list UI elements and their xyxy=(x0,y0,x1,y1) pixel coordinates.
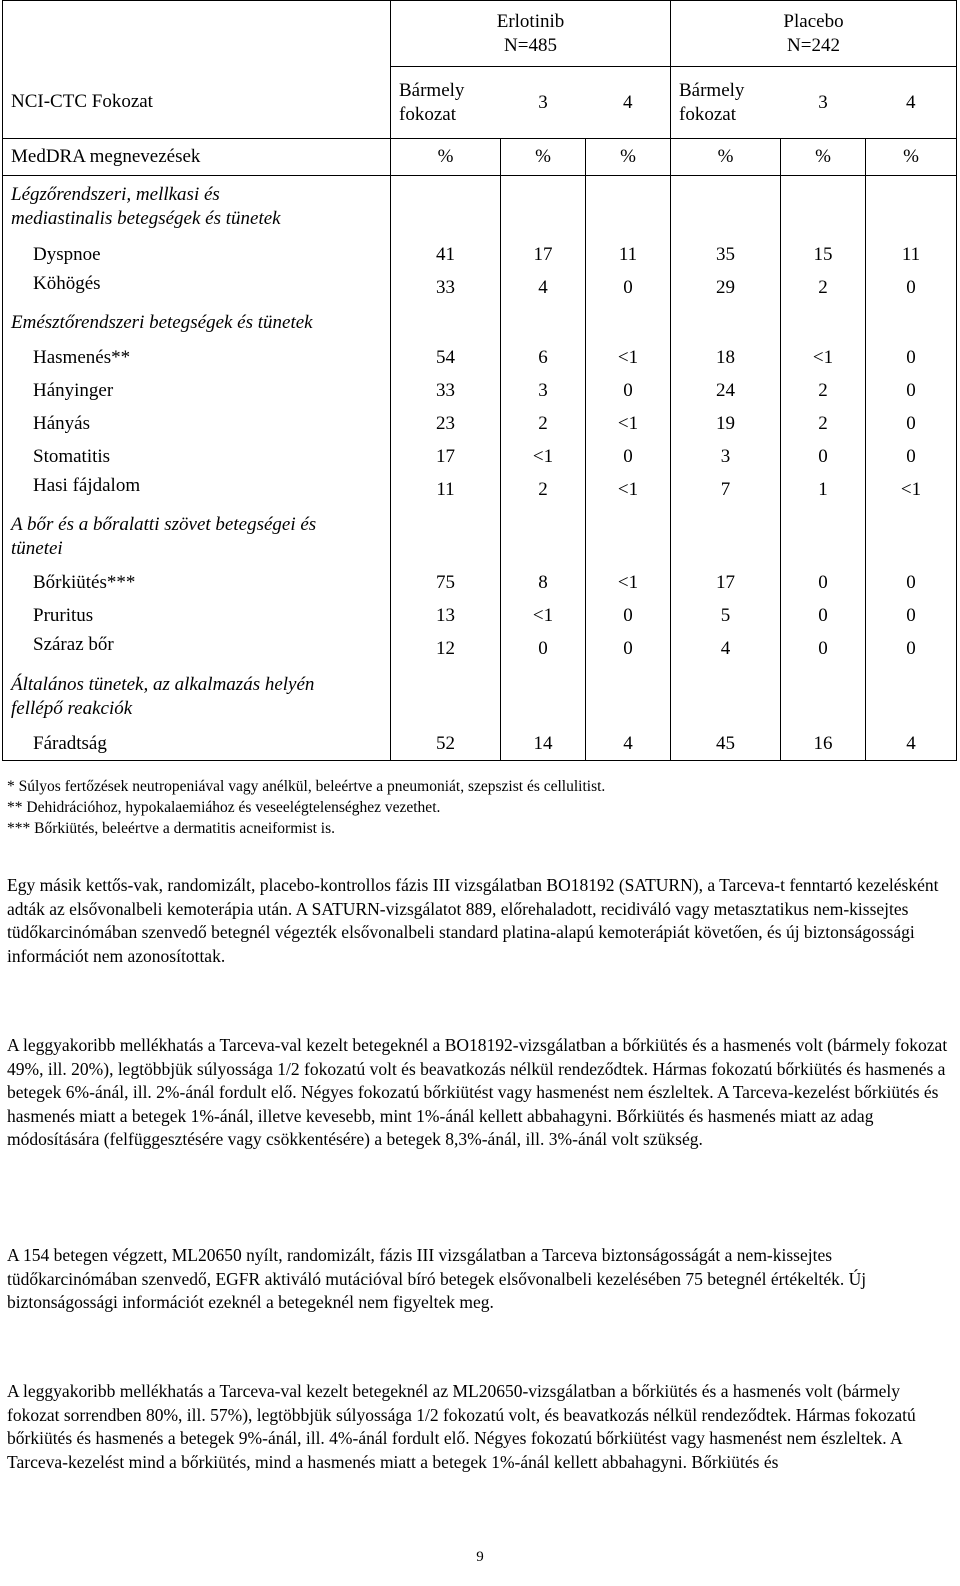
page-number: 9 xyxy=(476,1549,484,1565)
value-cell: 14 xyxy=(501,728,586,761)
erlotinib-grade3-header: 3 xyxy=(501,67,586,139)
value-cell: 6 xyxy=(501,342,586,375)
empty-cell xyxy=(586,507,671,567)
adverse-event-name: Fáradtság xyxy=(3,728,391,761)
empty-cell xyxy=(781,176,866,239)
value-cell: 54 xyxy=(391,342,501,375)
value-cell: <1 xyxy=(866,474,957,507)
value-cell: 0 xyxy=(866,342,957,375)
category-row xyxy=(3,507,957,567)
empty-cell xyxy=(671,666,781,728)
erlotinib-any-grade-header xyxy=(391,67,501,139)
empty-cell xyxy=(781,507,866,567)
value-cell: 11 xyxy=(391,474,501,507)
erlotinib-arm-name: Erlotinib xyxy=(496,10,565,32)
adverse-events-table xyxy=(2,0,957,761)
empty-cell xyxy=(501,507,586,567)
adverse-event-name: Bőrkiütés*** xyxy=(3,567,391,600)
empty-cell xyxy=(391,666,501,728)
empty-cell xyxy=(781,305,866,342)
value-cell: 29 xyxy=(671,272,781,305)
pct-header: % xyxy=(671,139,781,176)
placebo-any-grade-header xyxy=(671,67,781,139)
value-cell: 1 xyxy=(781,474,866,507)
value-cell: 0 xyxy=(586,272,671,305)
value-cell: 11 xyxy=(586,239,671,272)
category-title xyxy=(3,507,391,567)
value-cell: 15 xyxy=(781,239,866,272)
any-grade-line1: Bármely xyxy=(679,79,745,101)
placebo-arm-n: N=242 xyxy=(787,34,840,56)
empty-cell xyxy=(671,305,781,342)
value-cell: 11 xyxy=(866,239,957,272)
value-cell: 75 xyxy=(391,567,501,600)
empty-cell xyxy=(391,305,501,342)
value-cell: 23 xyxy=(391,408,501,441)
value-cell: 0 xyxy=(586,600,671,633)
value-cell: <1 xyxy=(586,474,671,507)
placebo-arm-name: Placebo xyxy=(783,10,844,32)
value-cell: 0 xyxy=(866,408,957,441)
table-row xyxy=(3,728,957,761)
value-cell: 7 xyxy=(671,474,781,507)
value-cell: 0 xyxy=(866,375,957,408)
table-row xyxy=(3,633,957,666)
adverse-event-name: Köhögés xyxy=(3,272,391,305)
category-title-line: Légzőrendszeri, mellkasi és xyxy=(11,184,220,206)
value-cell: <1 xyxy=(501,600,586,633)
empty-cell xyxy=(501,666,586,728)
empty-cell xyxy=(866,305,957,342)
value-cell: 2 xyxy=(781,408,866,441)
empty-cell xyxy=(866,666,957,728)
value-cell: 4 xyxy=(671,633,781,666)
table-row xyxy=(3,375,957,408)
empty-cell xyxy=(391,507,501,567)
value-cell: 2 xyxy=(781,272,866,305)
value-cell: 0 xyxy=(866,272,957,305)
value-cell: 0 xyxy=(781,567,866,600)
erlotinib-arm-header xyxy=(391,1,671,67)
table-row xyxy=(3,567,957,600)
value-cell: 17 xyxy=(391,441,501,474)
value-cell: 0 xyxy=(781,441,866,474)
table-row xyxy=(3,474,957,507)
category-title-line: mediastinalis betegségek és tünetek xyxy=(11,208,281,230)
value-cell: <1 xyxy=(586,408,671,441)
table-row xyxy=(3,272,957,305)
adverse-event-name: Dyspnoe xyxy=(3,239,391,272)
value-cell: 0 xyxy=(866,567,957,600)
value-cell: 24 xyxy=(671,375,781,408)
pct-header: % xyxy=(781,139,866,176)
value-cell: <1 xyxy=(586,567,671,600)
meddra-label: MedDRA megnevezések xyxy=(3,139,391,176)
adverse-event-name: Stomatitis xyxy=(3,441,391,474)
adverse-event-name: Pruritus xyxy=(3,600,391,633)
value-cell: 2 xyxy=(781,375,866,408)
adverse-event-name: Hányinger xyxy=(3,375,391,408)
value-cell: 0 xyxy=(586,375,671,408)
placebo-arm-header xyxy=(671,1,957,67)
category-row xyxy=(3,176,957,239)
grade-label: NCI-CTC Fokozat xyxy=(3,67,391,139)
value-cell: 17 xyxy=(671,567,781,600)
empty-cell xyxy=(866,507,957,567)
value-cell: 17 xyxy=(501,239,586,272)
category-row xyxy=(3,666,957,728)
table-row xyxy=(3,441,957,474)
category-title-line: Általános tünetek, az alkalmazás helyén xyxy=(11,673,315,695)
placebo-grade4-header: 4 xyxy=(866,67,957,139)
empty-cell xyxy=(391,176,501,239)
value-cell: 35 xyxy=(671,239,781,272)
value-cell: 5 xyxy=(671,600,781,633)
category-title xyxy=(3,666,391,728)
empty-cell xyxy=(781,666,866,728)
header-empty-cell xyxy=(3,1,391,67)
value-cell: 0 xyxy=(781,633,866,666)
value-cell: 0 xyxy=(501,633,586,666)
paragraph: A leggyakoribb mellékhatás a Tarceva-val kezelt betegeknél a BO18192-vizsgálatban a bőrkiütés és a hasmenés volt (bármely fokozat 49%, ill. 20%), legtöbbjük súlyossága 1/2 fokozatú volt és beavatkozás nélkül rendeződtek. Hármas fokozatú bőrkiütés és hasmenés a betegek 6%-ánál, ill. 2%-ánál fordult elő. Négyes fokozatú bőrkiütést vagy hasmenést nem észleltek. A Tarceva-kezelést bőrkiütés és hasmenés miatt a betegek 1%-ánál, illetve kevesebb, mint 1%-ánál kellett abbahagyni. Bőrkiütés és hasmenés miatt az adag módosítására (felfüggesztésére vagy csökkentésére) a betegek 8,3%-ánál, ill. 3%-ánál volt szükség. xyxy=(7,1035,948,1149)
category-title-line: tünetei xyxy=(11,537,63,559)
value-cell: <1 xyxy=(586,342,671,375)
value-cell: 41 xyxy=(391,239,501,272)
category-title xyxy=(3,305,391,342)
value-cell: 0 xyxy=(586,441,671,474)
category-title-line: A bőr és a bőralatti szövet betegségei és xyxy=(11,513,317,535)
value-cell: 52 xyxy=(391,728,501,761)
paragraph: A 154 betegen végzett, ML20650 nyílt, randomizált, fázis III vizsgálatban a Tarceva biztonságosságát a nem-kissejtes tüdőkarcinómában szenvedő, EGFR aktiváló mutációval bíró betegek elsővonalbeli kezelésében 75 betegnél értékelték. Új biztonságossági információt ezeknél a betegeknél nem figyeltek meg. xyxy=(7,1245,867,1312)
value-cell: 0 xyxy=(586,633,671,666)
value-cell: 0 xyxy=(866,441,957,474)
paragraph: Egy másik kettős-vak, randomizált, placebo-kontrollos fázis III vizsgálatban BO18192 (SATURN), a Tarceva-t fenntartó kezelésként adták az elsővonalbeli kemoterápia után. A SATURN-vizsgálatot 889, előrehaladott, recidiváló vagy metasztatikus nem-kissejtes tüdőkarcinómában szenvedő betegnél végezték elsővonalbeli standard platina-alapú kemoterápiát követően, és új biztonságossági információt nem azonosítottak. xyxy=(7,875,939,966)
category-title-line: fellépő reakciók xyxy=(11,697,133,719)
value-cell: 0 xyxy=(866,633,957,666)
placebo-grade3-header: 3 xyxy=(781,67,866,139)
adverse-event-name: Hasmenés** xyxy=(3,342,391,375)
empty-cell xyxy=(671,176,781,239)
value-cell: 3 xyxy=(501,375,586,408)
value-cell: <1 xyxy=(781,342,866,375)
empty-cell xyxy=(671,507,781,567)
any-grade-line2: fokozat xyxy=(679,103,736,125)
empty-cell xyxy=(501,305,586,342)
table-row xyxy=(3,342,957,375)
value-cell: 4 xyxy=(866,728,957,761)
value-cell: 3 xyxy=(671,441,781,474)
footnote: * Súlyos fertőzések neutropeniával vagy anélkül, beleértve a pneumoniát, szepszist és cellulitist. xyxy=(7,778,606,795)
erlotinib-arm-n: N=485 xyxy=(504,34,557,56)
empty-cell xyxy=(501,176,586,239)
value-cell: 0 xyxy=(866,600,957,633)
value-cell: 33 xyxy=(391,375,501,408)
value-cell: 18 xyxy=(671,342,781,375)
table-row xyxy=(3,239,957,272)
any-grade-line2: fokozat xyxy=(399,103,456,125)
value-cell: 12 xyxy=(391,633,501,666)
empty-cell xyxy=(866,176,957,239)
footnote: ** Dehidrációhoz, hypokalaemiához és veseelégtelenséghez vezethet. xyxy=(7,799,441,816)
paragraph: A leggyakoribb mellékhatás a Tarceva-val kezelt betegeknél az ML20650-vizsgálatban a bőrkiütés és a hasmenés volt (bármely fokozat sorrendben 80%, ill. 57%), legtöbbjük súlyossága 1/2 fokozatú volt, és beavatkozás nélkül rendeződtek. Hármas fokozatú bőrkiütés és hasmenés a betegek 9%-ánál, ill. 4%-ánál fordult elő. Négyes fokozatú bőrkiütést vagy hasmenést nem észleltek. A Tarceva-kezelést mind a bőrkiütés, mind a hasmenés miatt a betegek 1%-ánál kellett abbahagyni. Bőrkiütés és xyxy=(7,1381,916,1472)
footnote: *** Bőrkiütés, beleértve a dermatitis acneiformist is. xyxy=(7,820,335,837)
value-cell: 4 xyxy=(586,728,671,761)
any-grade-line1: Bármely xyxy=(399,79,465,101)
erlotinib-grade4-header: 4 xyxy=(586,67,671,139)
value-cell: 2 xyxy=(501,474,586,507)
value-cell: 13 xyxy=(391,600,501,633)
value-cell: 33 xyxy=(391,272,501,305)
category-row xyxy=(3,305,957,342)
value-cell: 45 xyxy=(671,728,781,761)
category-title xyxy=(3,176,391,239)
empty-cell xyxy=(586,305,671,342)
adverse-event-name: Hasi fájdalom xyxy=(3,474,391,507)
adverse-event-name: Hányás xyxy=(3,408,391,441)
value-cell: 0 xyxy=(781,600,866,633)
footnotes xyxy=(7,776,947,839)
table-row xyxy=(3,600,957,633)
value-cell: 4 xyxy=(501,272,586,305)
value-cell: 8 xyxy=(501,567,586,600)
table-row xyxy=(3,408,957,441)
category-title-line: Emésztőrendszeri betegségek és tünetek xyxy=(11,312,313,333)
value-cell: <1 xyxy=(501,441,586,474)
value-cell: 2 xyxy=(501,408,586,441)
value-cell: 19 xyxy=(671,408,781,441)
value-cell: 16 xyxy=(781,728,866,761)
adverse-event-name: Száraz bőr xyxy=(3,633,391,666)
pct-header: % xyxy=(501,139,586,176)
pct-header: % xyxy=(866,139,957,176)
pct-header: % xyxy=(586,139,671,176)
pct-header: % xyxy=(391,139,501,176)
empty-cell xyxy=(586,176,671,239)
empty-cell xyxy=(586,666,671,728)
